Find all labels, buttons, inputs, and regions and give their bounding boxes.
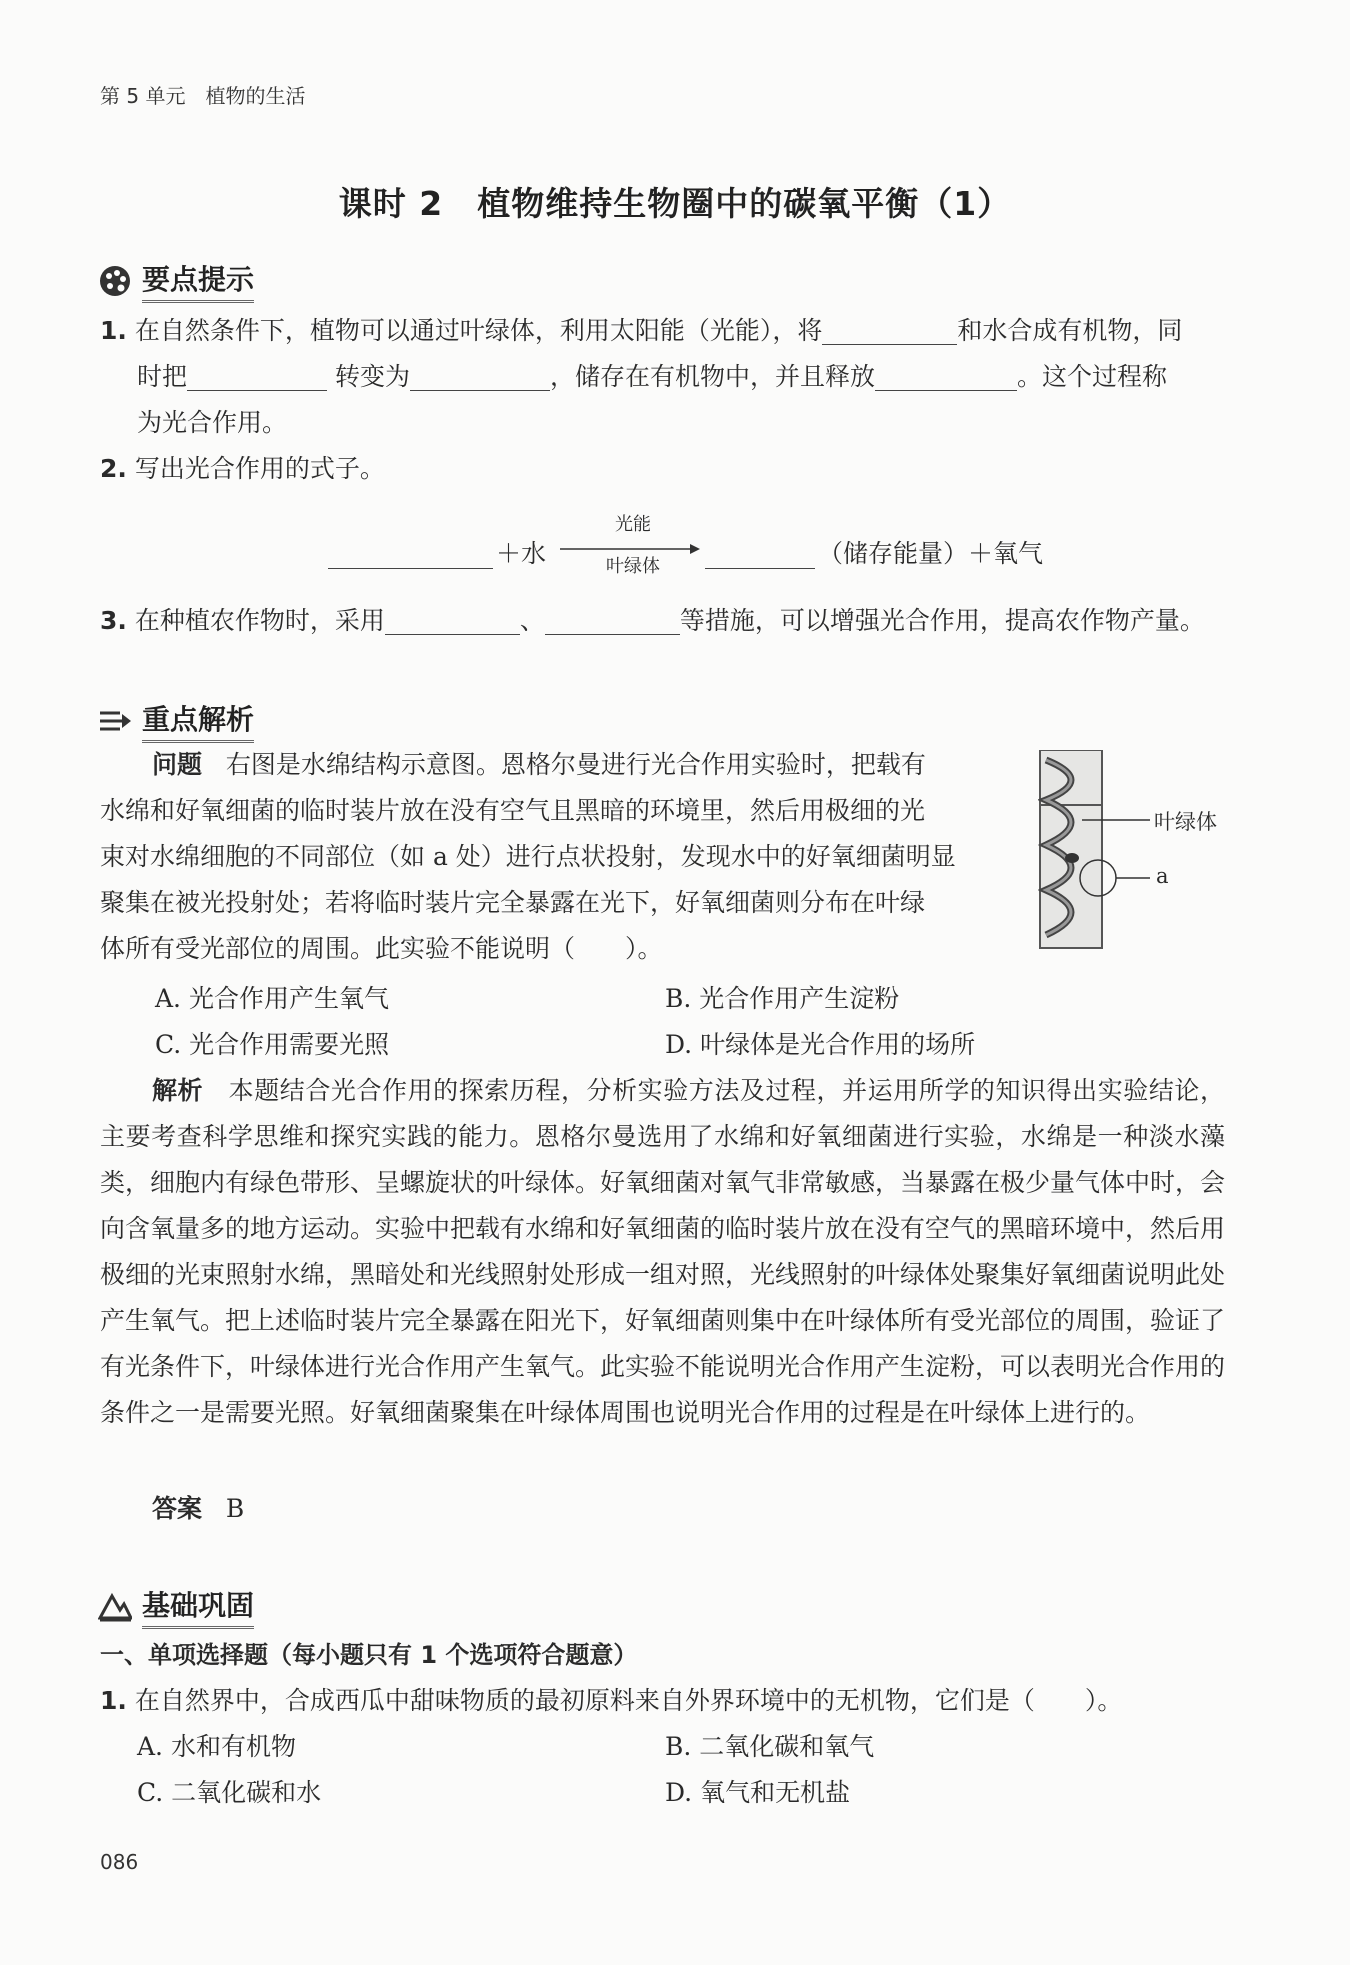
mountain-icon <box>98 1592 132 1622</box>
key-q1-line1: 1. 在自然条件下，植物可以通过叶绿体，利用太阳能（光能），将 和水合成有机物，同 <box>100 316 1183 345</box>
fill-blank[interactable] <box>385 604 520 635</box>
arrow-condition-chloroplast: 叶绿体 <box>606 556 660 577</box>
explanation-paragraph <box>100 1068 1225 1436</box>
question-line: 体所有受光部位的周围。此实验不能说明（ ）。 <box>100 934 663 963</box>
option-c[interactable]: C. 光合作用需要光照 <box>155 1030 390 1059</box>
label-chloroplast: 叶绿体 <box>1154 810 1217 834</box>
section-title: 重点解析 <box>142 698 254 743</box>
part-title: 一、单项选择题（每小题只有 1 个选项符合题意） <box>100 1641 638 1669</box>
basics-option-b[interactable]: B. 二氧化碳和氧气 <box>665 1732 875 1761</box>
option-d[interactable]: D. 叶绿体是光合作用的场所 <box>665 1030 976 1059</box>
section-basics <box>98 1584 254 1629</box>
spirogyra-figure <box>1038 750 1238 950</box>
fill-blank[interactable] <box>822 314 957 345</box>
basics-q1: 1. 在自然界中，合成西瓜中甜味物质的最初原料来自外界环境中的无机物，它们是（ ）。 <box>100 1686 1123 1715</box>
section-key-points <box>98 258 254 303</box>
fill-blank[interactable] <box>705 538 815 569</box>
section-analysis <box>98 698 254 743</box>
lesson-title: 课时 2 植物维持生物圈中的碳氧平衡（1） <box>338 184 1012 223</box>
question-line: 水绵和好氧细菌的临时装片放在没有空气且黑暗的环境里，然后用极细的光 <box>100 796 926 825</box>
question-line: 束对水绵细胞的不同部位（如 a 处）进行点状投射，发现水中的好氧细菌明显 <box>100 842 956 871</box>
analysis-question <box>100 742 1020 972</box>
fill-blank[interactable] <box>875 360 1017 391</box>
key-q2-line: 2. 写出光合作用的式子。 <box>100 454 385 483</box>
fill-blank[interactable] <box>410 360 550 391</box>
fill-blank[interactable] <box>545 604 680 635</box>
question-line: 聚集在被光投射处；若将临时装片完全暴露在光下，好氧细菌则分布在叶绿 <box>100 888 926 917</box>
key-q1-line3: 为光合作用。 <box>137 408 288 437</box>
section-title: 基础巩固 <box>142 1584 254 1629</box>
label-a: a <box>1156 864 1169 888</box>
explanation-text: 本题结合光合作用的探索历程，分析实验方法及过程，并运用所学的知识得出实验结论，主要考查科学思维和探究实践的能力。恩格尔曼选用了水绵和好氧细菌进行实验，水绵是一种淡水藻类，细胞内有绿色带形、呈螺旋状的叶绿体。好氧细菌对氧气非常敏感，当暴露在极少量气体中时，会向含氧量多的地方运动。实验中把载有水绵和好氧细菌的临时装片放在没有空气的黑暗环境中，然后用极细的光束照射水绵，黑暗处和光线照射处形成一组对照，光线照射的叶绿体处聚集好氧细菌说明此处产生氧气。把上述临时装片完全暴露在阳光下，好氧细菌则集中在叶绿体所有受光部位的周围，验证了有光条件下，叶绿体进行光合作用产生氧气。此实验不能说明光合作用产生淀粉，可以表明光合作用的条件之一是需要光照。好氧细菌聚集在叶绿体周围也说明光合作用的过程是在叶绿体上进行的。 <box>100 1076 1226 1427</box>
page-number: 086 <box>100 1850 139 1874</box>
palette-icon <box>98 264 132 298</box>
list-arrow-icon <box>98 706 132 736</box>
basics-option-a[interactable]: A. 水和有机物 <box>137 1732 296 1761</box>
spirogyra-diagram <box>1038 750 1238 950</box>
option-a[interactable]: A. 光合作用产生氧气 <box>155 984 389 1013</box>
basics-option-d[interactable]: D. 氧气和无机盐 <box>665 1778 851 1807</box>
section-title: 要点提示 <box>142 258 254 303</box>
key-q3-line: 3. 在种植农作物时，采用 、 等措施，可以增强光合作用，提高农作物产量。 <box>100 606 1205 635</box>
photosynthesis-equation: ＋水 光能 叶绿体 （储存能量）＋氧气 <box>328 508 1028 578</box>
explanation-label: 解析 <box>152 1076 204 1105</box>
answer-line: 答案 B <box>152 1494 245 1523</box>
key-q1-line2: 时把 转变为 ，储存在有机物中，并且释放 。这个过程称 <box>137 362 1168 391</box>
question-line: 问题 右图是水绵结构示意图。恩格尔曼进行光合作用实验时，把载有 <box>152 750 926 779</box>
fill-blank[interactable] <box>187 360 327 391</box>
basics-option-c[interactable]: C. 二氧化碳和水 <box>137 1778 322 1807</box>
arrow-condition-light: 光能 <box>615 514 651 535</box>
option-b[interactable]: B. 光合作用产生淀粉 <box>665 984 900 1013</box>
unit-header: 第 5 单元 植物的生活 <box>100 84 306 108</box>
fill-blank[interactable] <box>328 538 493 569</box>
